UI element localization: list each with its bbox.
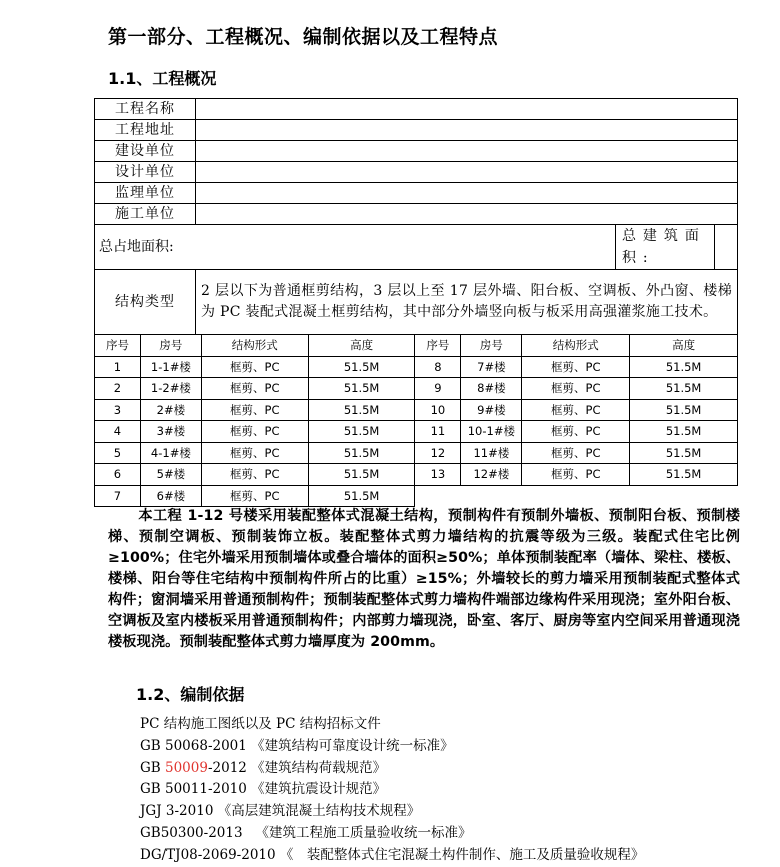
structure-type-value: 2 层以下为普通框剪结构，3 层以上至 17 层外墙、阳台板、空调板、外凸窗、楼梯为 PC 装配式混凝土框剪结构，其中部分外墙竖向板与板采用高强灌浆施工技术。 — [196, 270, 738, 335]
ref-code: GB50300-2013 — [140, 824, 243, 841]
ref-code: JGJ 3-2010 — [140, 803, 214, 820]
cell: 框剪、PC — [522, 442, 630, 464]
designer-value — [196, 162, 738, 183]
cell: 框剪、PC — [201, 442, 308, 464]
table-row — [95, 141, 738, 162]
cell: 框剪、PC — [201, 421, 308, 443]
cell: 8#楼 — [461, 378, 522, 400]
table-row — [95, 270, 738, 335]
building-area-value — [714, 225, 737, 270]
cell: 51.5M — [308, 378, 415, 400]
project-name-value — [196, 99, 738, 120]
table-row — [95, 225, 738, 270]
supervisor-value — [196, 183, 738, 204]
table-header-row — [95, 335, 738, 357]
cell: 51.5M — [308, 442, 415, 464]
cell: 11#楼 — [461, 442, 522, 464]
ref-title: 《 装配整体式住宅混凝土构件制作、施工及质量验收规程》 — [279, 846, 645, 863]
cell: 1-1#楼 — [140, 356, 201, 378]
reference-item — [140, 736, 644, 758]
cell: 51.5M — [630, 378, 738, 400]
table-row — [95, 485, 738, 507]
ref-code-highlight: 50009 — [165, 759, 208, 776]
project-address-value — [196, 120, 738, 141]
header-index: 序号 — [95, 335, 141, 357]
table-row — [95, 378, 738, 400]
basis-heading: 1.2、编制依据 — [136, 685, 245, 704]
table-row — [95, 442, 738, 464]
reference-item — [140, 823, 644, 845]
cell: 10-1#楼 — [461, 421, 522, 443]
cell: 51.5M — [308, 485, 415, 507]
cell: 51.5M — [308, 399, 415, 421]
ref-title: 《建筑结构可靠度设计统一标准》 — [251, 737, 454, 754]
ref-code: -2012 — [207, 759, 247, 776]
cell: 12#楼 — [461, 464, 522, 486]
cell: 框剪、PC — [522, 421, 630, 443]
cell: 框剪、PC — [201, 399, 308, 421]
cell: 5#楼 — [140, 464, 201, 486]
cell: 5 — [95, 442, 141, 464]
project-info-table — [94, 98, 738, 335]
cell: 8 — [415, 356, 461, 378]
overview-heading: 1.1、工程概况 — [108, 69, 217, 88]
cell: 51.5M — [630, 399, 738, 421]
cell: 1 — [95, 356, 141, 378]
table-row — [95, 99, 738, 120]
table-row — [95, 421, 738, 443]
header-index: 序号 — [415, 335, 461, 357]
paragraph-text: 本工程 1-12 号楼采用装配整体式混凝土结构，预制构件有预制外墙板、预制阳台板、预制楼梯、预制空调板、预制装饰立板。装配整体式剪力墙结构的抗震等级为三级。装配式住宅比例≥100%；住宅外墙采用预制墙体或叠合墙体的面积≥50%；单体预制装配率（墙体、梁柱、楼板、楼梯、阳台等住宅结构中预制构件所占的比重）≥15%；外墙较长的剪力墙采用预制装配式整体式构件；窗洞墙采用普通预制构件；预制装配整体式剪力墙构件端部边缘构件采用现浇；室外阳台板、空调板及室内楼板采用普通预制构件；内部剪力墙现浇，卧室、客厅、厨房等室内空间采用普通现浇楼板现浇。预制装配整体式剪力墙厚度为 200mm。 — [108, 508, 740, 650]
empty-cell — [415, 485, 738, 507]
ref-code: PC 结构施工图纸以及 PC 结构招标文件 — [140, 716, 381, 732]
cell: 51.5M — [308, 356, 415, 378]
contractor-label: 施工单位 — [95, 204, 196, 225]
cell: 11 — [415, 421, 461, 443]
cell: 框剪、PC — [522, 399, 630, 421]
ref-code: GB 50068-2001 — [140, 737, 247, 754]
table-row — [95, 399, 738, 421]
reference-item — [140, 779, 644, 801]
cell: 框剪、PC — [201, 356, 308, 378]
cell: 4 — [95, 421, 141, 443]
building-table — [94, 334, 738, 507]
header-structure: 结构形式 — [522, 335, 630, 357]
cell: 51.5M — [630, 421, 738, 443]
contractor-value — [196, 204, 738, 225]
building-area-label: 总建筑面积: — [615, 225, 714, 270]
ref-code: DG/TJ08-2069-2010 — [140, 846, 276, 863]
cell: 框剪、PC — [201, 378, 308, 400]
client-label: 建设单位 — [95, 141, 196, 162]
ref-code: GB — [140, 759, 165, 776]
header-building: 房号 — [140, 335, 201, 357]
cell: 13 — [415, 464, 461, 486]
reference-list — [140, 714, 644, 867]
table-row — [95, 183, 738, 204]
project-description — [108, 506, 740, 653]
cell: 7 — [95, 485, 141, 507]
cell: 3#楼 — [140, 421, 201, 443]
cell: 51.5M — [308, 464, 415, 486]
cell: 9#楼 — [461, 399, 522, 421]
cell: 1-2#楼 — [140, 378, 201, 400]
cell: 51.5M — [630, 464, 738, 486]
table-row — [95, 464, 738, 486]
cell: 框剪、PC — [201, 485, 308, 507]
cell: 7#楼 — [461, 356, 522, 378]
table-row — [95, 162, 738, 183]
reference-item — [140, 801, 644, 823]
ref-code: GB 50011-2010 — [140, 781, 247, 798]
cell: 框剪、PC — [201, 464, 308, 486]
reference-item — [140, 758, 644, 780]
cell: 9 — [415, 378, 461, 400]
cell: 4-1#楼 — [140, 442, 201, 464]
header-height: 高度 — [308, 335, 415, 357]
supervisor-label: 监理单位 — [95, 183, 196, 204]
ref-title: 《建筑结构荷载规范》 — [251, 759, 387, 776]
table-row — [95, 120, 738, 141]
client-value — [196, 141, 738, 162]
cell: 51.5M — [308, 421, 415, 443]
cell: 6#楼 — [140, 485, 201, 507]
cell: 12 — [415, 442, 461, 464]
cell: 2#楼 — [140, 399, 201, 421]
designer-label: 设计单位 — [95, 162, 196, 183]
ref-title: 《建筑抗震设计规范》 — [251, 781, 387, 798]
header-height: 高度 — [630, 335, 738, 357]
cell: 6 — [95, 464, 141, 486]
cell: 框剪、PC — [522, 356, 630, 378]
header-structure: 结构形式 — [201, 335, 308, 357]
total-area-label: 总占地面积: — [95, 225, 616, 270]
table-row — [95, 356, 738, 378]
table-row — [95, 204, 738, 225]
project-name-label: 工程名称 — [95, 99, 196, 120]
cell: 2 — [95, 378, 141, 400]
structure-type-label: 结构类型 — [95, 270, 196, 335]
cell: 框剪、PC — [522, 378, 630, 400]
cell: 10 — [415, 399, 461, 421]
cell: 框剪、PC — [522, 464, 630, 486]
cell: 3 — [95, 399, 141, 421]
ref-title: 《高层建筑混凝土结构技术规程》 — [217, 803, 421, 820]
reference-item — [140, 714, 644, 736]
project-address-label: 工程地址 — [95, 120, 196, 141]
section-title: 第一部分、工程概况、编制依据以及工程特点 — [108, 26, 499, 48]
ref-title: 《建筑工程施工质量验收统一标准》 — [255, 824, 472, 841]
cell: 51.5M — [630, 356, 738, 378]
cell: 51.5M — [630, 442, 738, 464]
reference-item — [140, 845, 644, 867]
header-building: 房号 — [461, 335, 522, 357]
